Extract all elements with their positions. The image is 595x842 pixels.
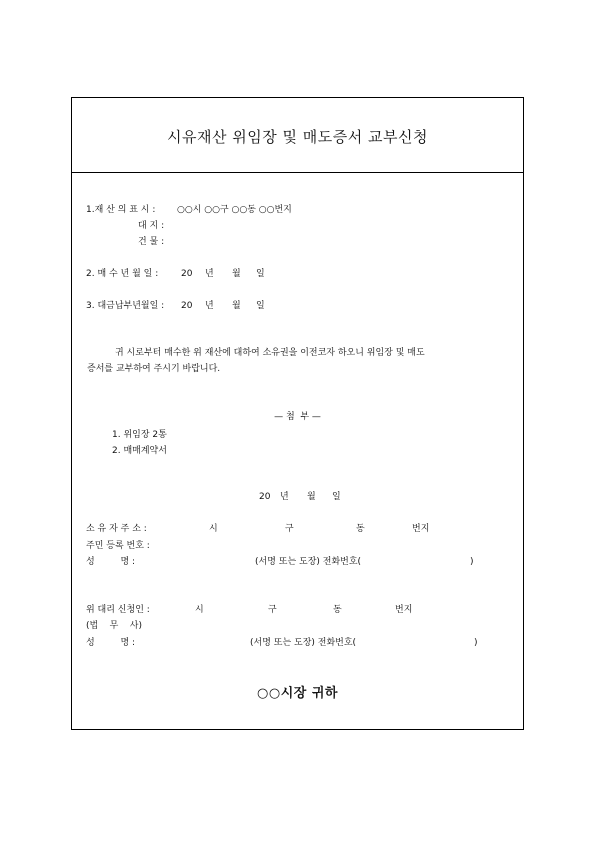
agent-dong: 동 [333,605,342,615]
sale-date-month-unit: 월 [232,269,241,279]
land-label: 대 지 : [138,221,165,231]
sale-date-label: 2. 매 수 년 월 일 : [86,269,159,279]
sale-date-year: 20 [181,269,193,279]
agent-signature-phone: (서명 또는 도장) 전화번호( [250,638,357,648]
property-label: 1.재 산 의 표 시 : [86,205,156,215]
owner-name-label: 성 명 : [86,557,136,567]
sale-date-year-unit: 년 [205,269,214,279]
agent-si: 시 [195,605,204,615]
date-month-unit: 월 [307,492,316,502]
owner-dong: 동 [356,524,365,534]
request-body-line-2: 증서를 교부하여 주시기 바랍니다. [87,364,221,374]
owner-signature-phone: (서명 또는 도장) 전화번호( [255,557,362,567]
date-day-unit: 일 [332,492,341,502]
payment-date-year: 20 [181,301,193,311]
date-year-unit: 년 [280,492,289,502]
agent-gu: 구 [268,605,277,615]
owner-gu: 구 [285,524,294,534]
payment-date-month-unit: 월 [232,301,241,311]
attachments-heading: — 첨 부 — [274,412,321,422]
addressee: ○○시장 귀하 [257,686,338,701]
agent-name-label: 성 명 : [86,638,136,648]
agent-sub-label: (법 무 사) [86,621,142,631]
owner-phone-close: ) [470,557,474,567]
owner-id-label: 주민 등록 번호 : [86,541,150,551]
owner-address-label: 소 유 자 주 소 : [86,524,147,534]
title-band [72,98,523,173]
owner-beonji: 번지 [412,524,430,534]
payment-date-day-unit: 일 [256,301,265,311]
agent-label: 위 대리 신청인 : [86,605,150,615]
agent-phone-close: ) [474,638,478,648]
owner-si: 시 [209,524,218,534]
date-year: 20 [259,492,271,502]
building-label: 건 물 : [138,237,165,247]
property-value: ○○시 ○○구 ○○동 ○○번지 [177,205,292,215]
agent-beonji: 번지 [395,605,413,615]
request-body-line-1: 귀 시로부터 매수한 위 재산에 대하여 소유권을 이전코자 하오니 위임장 및 매도 [115,348,425,358]
attachment-item-2: 2. 매매계약서 [112,446,167,456]
document-title: 시유재산 위임장 및 매도증서 교부신청 [167,128,428,146]
document-frame [71,97,524,730]
sale-date-day-unit: 일 [256,269,265,279]
payment-date-year-unit: 년 [205,301,214,311]
payment-date-label: 3. 대금납부년월일 : [86,301,165,311]
attachment-item-1: 1. 위임장 2통 [112,430,167,440]
